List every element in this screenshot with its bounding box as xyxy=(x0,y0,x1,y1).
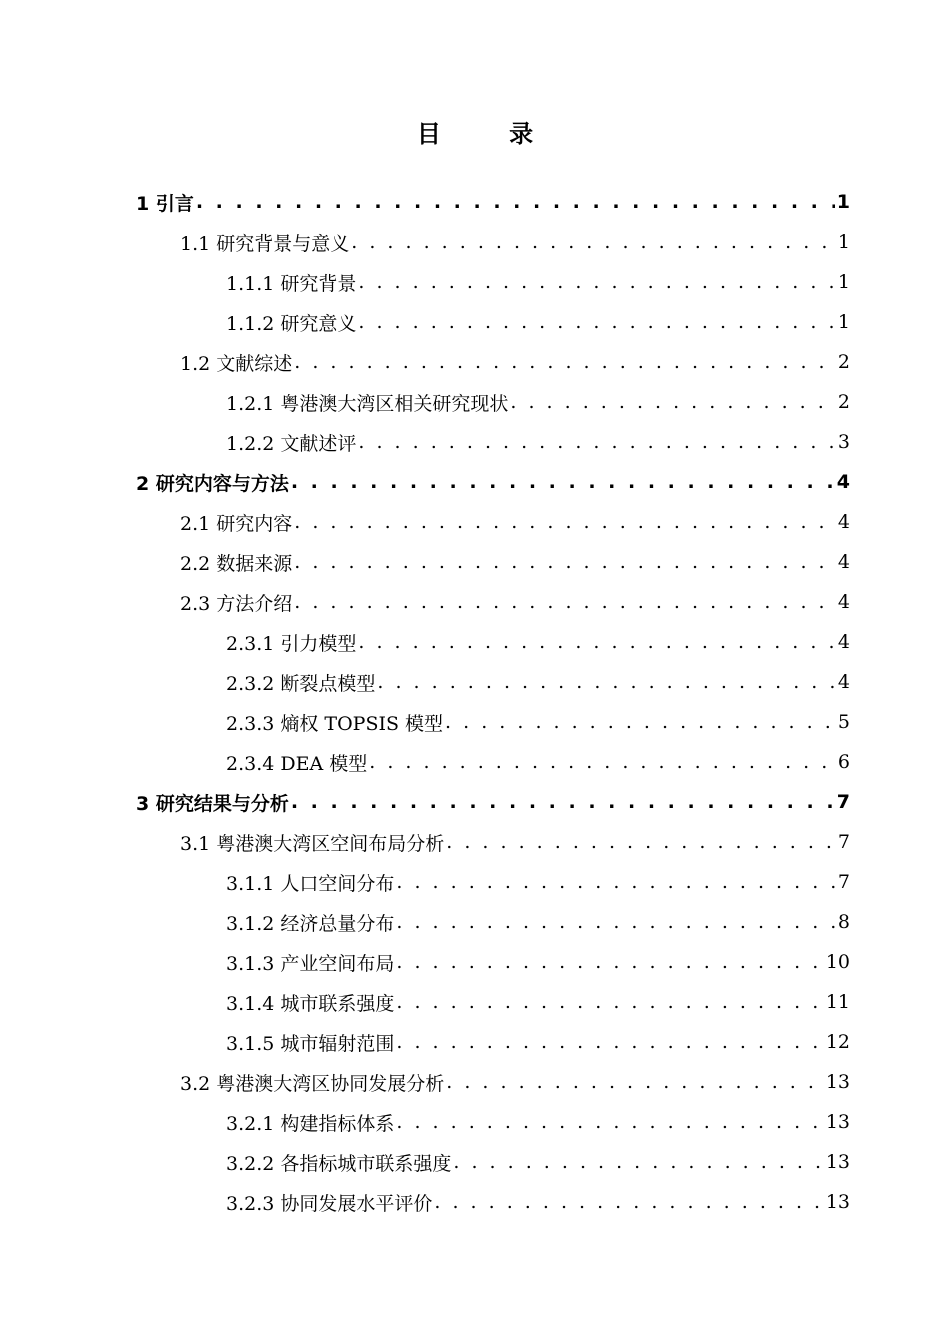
toc-entry-page-number: 5 xyxy=(837,711,850,733)
toc-entry-page-number: 2 xyxy=(837,391,850,413)
toc-entry-label: 1 引言 xyxy=(136,192,194,215)
toc-leader-dots xyxy=(358,271,836,293)
toc-entry-page-number: 4 xyxy=(837,591,850,613)
toc-leader-dots xyxy=(396,991,823,1013)
toc-entry[interactable] xyxy=(180,1062,850,1102)
toc-leader-dots xyxy=(396,1111,823,1133)
toc-leader-dots xyxy=(291,471,835,493)
toc-leader-dots xyxy=(294,511,836,533)
toc-leader-dots xyxy=(196,191,835,213)
toc-entry-page-number: 4 xyxy=(836,471,850,493)
toc-leader-dots xyxy=(396,911,836,933)
toc-entry[interactable] xyxy=(180,822,850,862)
toc-entry[interactable] xyxy=(136,182,850,222)
toc-entry[interactable] xyxy=(226,742,850,782)
toc-entry[interactable] xyxy=(226,302,850,342)
toc-entry-label: 2.3.4 DEA 模型 xyxy=(226,752,368,775)
toc-entry[interactable] xyxy=(226,662,850,702)
toc-leader-dots xyxy=(358,631,836,653)
toc-entry-page-number: 11 xyxy=(825,991,850,1013)
toc-entry[interactable] xyxy=(226,942,850,982)
toc-entry[interactable] xyxy=(226,382,850,422)
toc-entry-label: 3.2.1 构建指标体系 xyxy=(226,1112,395,1135)
toc-entry-label: 1.1.1 研究背景 xyxy=(226,272,357,295)
toc-entry-page-number: 3 xyxy=(837,431,850,453)
toc-entry-label: 3.1.2 经济总量分布 xyxy=(226,912,395,935)
toc-leader-dots xyxy=(294,591,836,613)
toc-entry-page-number: 8 xyxy=(837,911,850,933)
toc-entry-page-number: 13 xyxy=(825,1071,850,1093)
toc-entry-page-number: 13 xyxy=(825,1151,850,1173)
toc-entry-label: 3.2.3 协同发展水平评价 xyxy=(226,1192,433,1215)
toc-entry[interactable] xyxy=(136,462,850,502)
toc-entry-page-number: 7 xyxy=(837,871,850,893)
toc-entry-label: 2.3 方法介绍 xyxy=(180,592,293,615)
toc-entry-label: 3.2 粤港澳大湾区协同发展分析 xyxy=(180,1072,445,1095)
toc-leader-dots xyxy=(434,1191,823,1213)
toc-entry-label: 2.3.2 断裂点模型 xyxy=(226,672,376,695)
toc-entry-page-number: 1 xyxy=(837,311,850,333)
toc-entry-page-number: 13 xyxy=(825,1111,850,1133)
toc-entry-page-number: 4 xyxy=(837,671,850,693)
toc-leader-dots xyxy=(377,671,836,693)
toc-entry-label: 1.2 文献综述 xyxy=(180,352,293,375)
toc-entry[interactable] xyxy=(180,342,850,382)
toc-leader-dots xyxy=(358,311,836,333)
toc-leader-dots xyxy=(396,1031,823,1053)
toc-leader-dots xyxy=(294,551,836,573)
toc-leader-dots xyxy=(396,951,823,973)
toc-entry-page-number: 10 xyxy=(825,951,850,973)
toc-entry-page-number: 1 xyxy=(837,271,850,293)
toc-entry[interactable] xyxy=(226,262,850,302)
toc-entry[interactable] xyxy=(180,222,850,262)
toc-entry-label: 2.1 研究内容 xyxy=(180,512,293,535)
toc-entry-label: 3.2.2 各指标城市联系强度 xyxy=(226,1152,452,1175)
toc-leader-dots xyxy=(351,231,836,253)
toc-entry-label: 2.3.1 引力模型 xyxy=(226,632,357,655)
toc-entry-label: 1.1.2 研究意义 xyxy=(226,312,357,335)
toc-entry-page-number: 4 xyxy=(837,551,850,573)
toc-leader-dots xyxy=(445,711,836,733)
toc-leader-dots xyxy=(358,431,836,453)
toc-entry[interactable] xyxy=(226,422,850,462)
toc-entry[interactable] xyxy=(226,1182,850,1222)
toc-leader-dots xyxy=(510,391,836,413)
toc-entry-page-number: 1 xyxy=(837,231,850,253)
toc-entry-label: 3 研究结果与分析 xyxy=(136,792,289,815)
toc-leader-dots xyxy=(396,871,836,893)
toc-entry-page-number: 7 xyxy=(837,831,850,853)
toc-entry-page-number: 1 xyxy=(836,191,850,213)
toc-entry-page-number: 7 xyxy=(836,791,850,813)
toc-entry-label: 1.2.2 文献述评 xyxy=(226,432,357,455)
toc-entry[interactable] xyxy=(226,702,850,742)
toc-entry-label: 2.3.3 熵权 TOPSIS 模型 xyxy=(226,712,444,735)
toc-entry[interactable] xyxy=(226,1102,850,1142)
toc-entry-label: 3.1 粤港澳大湾区空间布局分析 xyxy=(180,832,445,855)
toc-entry[interactable] xyxy=(180,542,850,582)
toc-leader-dots xyxy=(446,831,836,853)
toc-entry[interactable] xyxy=(180,582,850,622)
toc-entry[interactable] xyxy=(226,1022,850,1062)
toc-entry[interactable] xyxy=(226,862,850,902)
toc-entry-page-number: 6 xyxy=(837,751,850,773)
toc-entry-label: 2 研究内容与方法 xyxy=(136,472,289,495)
toc-entry-label: 1.2.1 粤港澳大湾区相关研究现状 xyxy=(226,392,509,415)
toc-entry[interactable] xyxy=(226,1142,850,1182)
toc-entry-label: 2.2 数据来源 xyxy=(180,552,293,575)
toc-entry-page-number: 4 xyxy=(837,511,850,533)
toc-entry-page-number: 13 xyxy=(825,1191,850,1213)
toc-entry-label: 3.1.4 城市联系强度 xyxy=(226,992,395,1015)
toc-entry[interactable] xyxy=(226,982,850,1022)
toc-entry-label: 3.1.3 产业空间布局 xyxy=(226,952,395,975)
toc-leader-dots xyxy=(369,751,836,773)
toc-entry[interactable] xyxy=(180,502,850,542)
toc-leader-dots xyxy=(446,1071,824,1093)
toc-leader-dots xyxy=(453,1151,823,1173)
toc-entry-label: 1.1 研究背景与意义 xyxy=(180,232,350,255)
page-title: 目 录 xyxy=(416,120,564,148)
toc-entry[interactable] xyxy=(226,902,850,942)
toc-entry-page-number: 2 xyxy=(837,351,850,373)
toc-leader-dots xyxy=(291,791,835,813)
toc-entry-page-number: 12 xyxy=(825,1031,850,1053)
toc-entry[interactable] xyxy=(226,622,850,662)
toc-entry-label: 3.1.1 人口空间分布 xyxy=(226,872,395,895)
toc-entry[interactable] xyxy=(136,782,850,822)
toc-entry-label: 3.1.5 城市辐射范围 xyxy=(226,1032,395,1055)
toc-entry-page-number: 4 xyxy=(837,631,850,653)
toc-leader-dots xyxy=(294,351,836,373)
